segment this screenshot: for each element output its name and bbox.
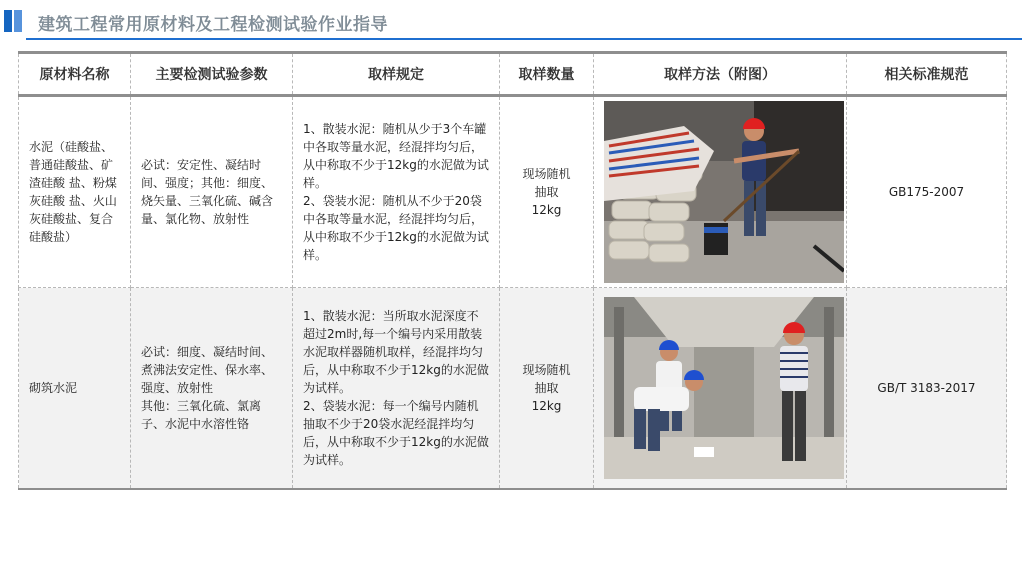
column-header-method: 取样方法（附图） [594, 53, 847, 96]
cell-params: 必试：安定性、凝结时间、强度；其他：细度、烧矢量、三氧化硫、碱含量、氯化物、放射性 [131, 96, 293, 288]
page-title: 建筑工程常用原材料及工程检测试验作业指导 [38, 15, 388, 35]
cell-quantity [500, 96, 594, 288]
cell-standard: GB175-2007 [847, 96, 1007, 288]
cell-params: 必试：细度、凝结时间、煮沸法安定性、保水率、强度、放射性 其他：三氧化硫、氯离子、水泥中水溶性铬 [131, 288, 293, 490]
quantity-line: 现场随机 [522, 167, 571, 181]
quantity-line: 抽取 [534, 381, 559, 395]
column-header-rules: 取样规定 [293, 53, 500, 96]
quantity-line: 12kg [531, 203, 562, 217]
quantity-line: 抽取 [534, 185, 559, 199]
cell-rules: 1、散装水泥：当所取水泥深度不超过2m时,每一个编号内采用散装水泥取样器随机取样，经混拌均匀后，从中称取不少于12kg的水泥做为试样。 2、袋装水泥：每一个编号内随机抽取不少于20袋水泥经混拌均匀后，从中称取不少于12kg的水泥做为试样。 [293, 288, 500, 490]
table-row [19, 96, 1007, 288]
title-accent-bar [4, 10, 12, 32]
cell-material: 砌筑水泥 [19, 288, 131, 490]
column-header-material: 原材料名称 [19, 53, 131, 96]
cell-method-photo [594, 288, 847, 490]
column-header-quantity: 取样数量 [500, 53, 594, 96]
title-accent-bar-secondary [14, 10, 22, 32]
column-header-standard: 相关标准规范 [847, 53, 1007, 96]
title-bar [0, 0, 1024, 42]
column-header-params: 主要检测试验参数 [131, 53, 293, 96]
workers-sampling-silo-photo [604, 297, 844, 479]
cell-standard: GB/T 3183-2017 [847, 288, 1007, 490]
table-header-row [19, 53, 1007, 96]
title-underline [26, 38, 1022, 40]
cell-material: 水泥（硅酸盐、普通硅酸盐、矿渣硅酸 盐、粉煤灰硅酸 盐、火山灰硅酸盐、复合硅酸盐） [19, 96, 131, 288]
cell-quantity [500, 288, 594, 490]
quantity-line: 12kg [531, 399, 562, 413]
materials-table [18, 51, 1007, 490]
cell-method-photo [594, 96, 847, 288]
table-row [19, 288, 1007, 490]
quantity-line: 现场随机 [522, 363, 571, 377]
cell-rules: 1、散装水泥：随机从少于3个车罐中各取等量水泥，经混拌均匀后，从中称取不少于12kg的水泥做为试样。 2、袋装水泥：随机从不少于20袋中各取等量水泥，经混拌均匀后，从中称取不少于12kg的水泥做为试样。 [293, 96, 500, 288]
worker-mixing-cement-photo [604, 101, 844, 283]
